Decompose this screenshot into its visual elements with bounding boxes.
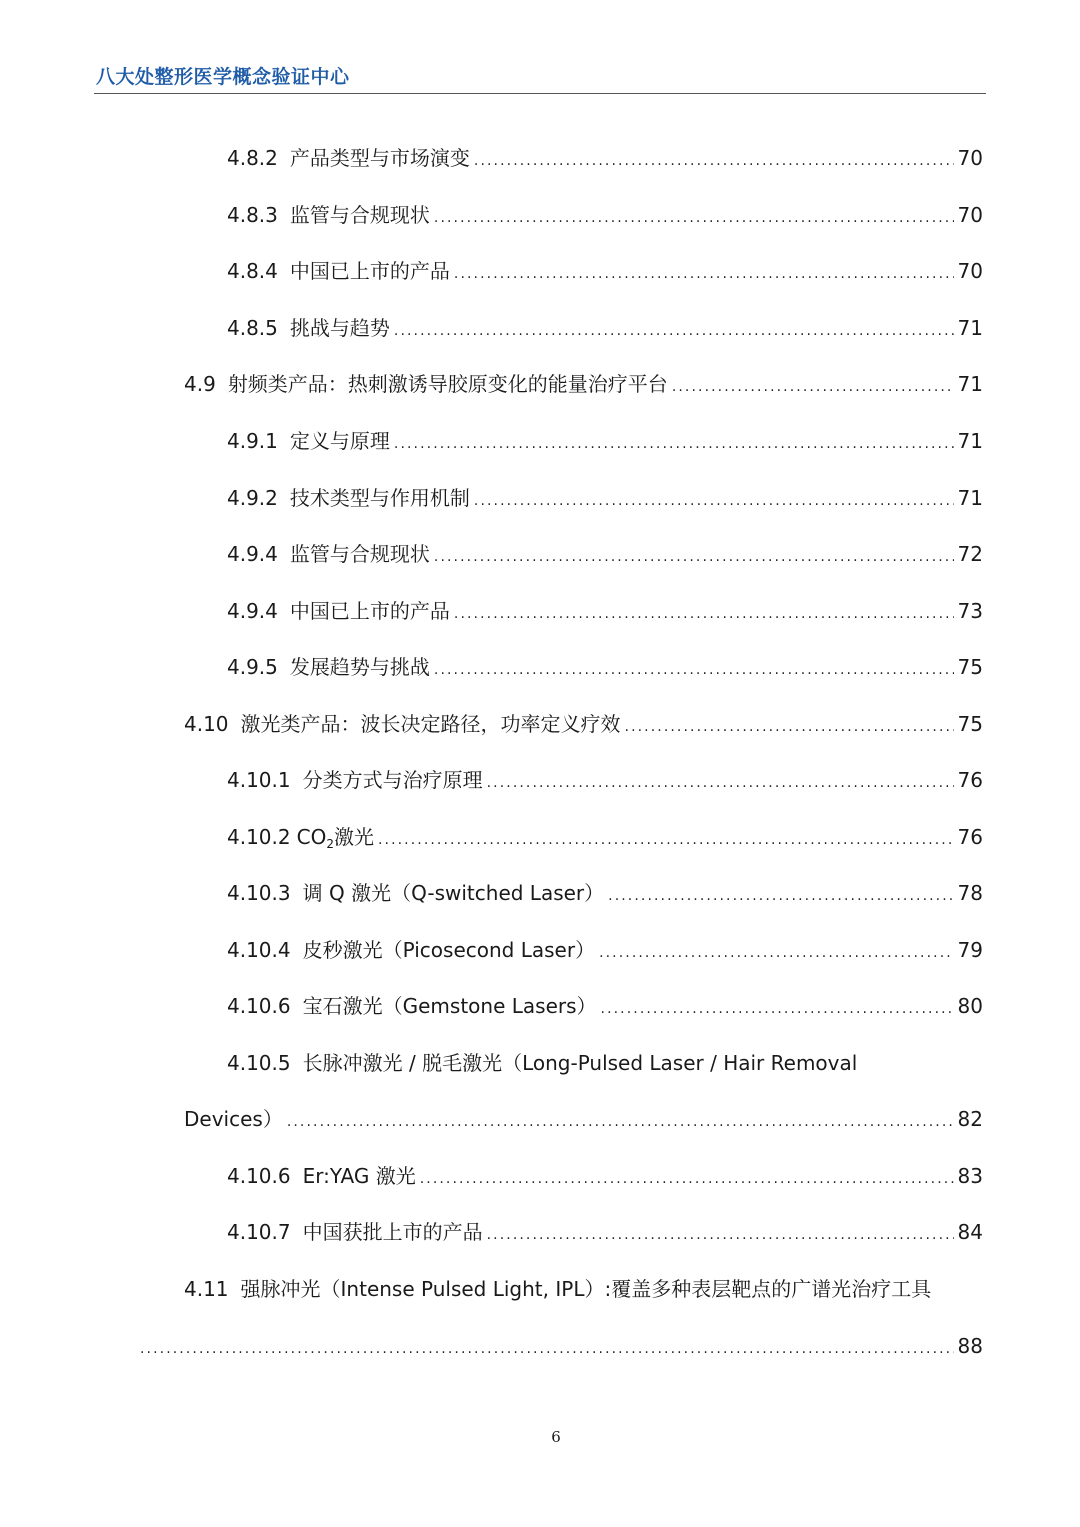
- toc-entry-wrapped-first-line[interactable]: 4.11 强脉冲光（Intense Pulsed Light, IPL）:覆盖多种表层靶点的广谱光治疗工具: [184, 1277, 932, 1301]
- toc-entry[interactable]: 4.9.4 中国已上市的产品 ..... 73: [227, 595, 983, 627]
- header-divider: [94, 93, 986, 94]
- toc-entry[interactable]: 4.10.6 宝石激光（Gemstone Lasers） ..... 80: [227, 990, 983, 1022]
- page-number: 6: [551, 1428, 561, 1446]
- toc-entry[interactable]: 4.8.2 产品类型与市场演变 ..... 70: [227, 142, 983, 174]
- running-header-title: 八大处整形医学概念验证中心: [96, 66, 350, 88]
- toc-entry[interactable]: 4.10.4 皮秒激光（Picosecond Laser） ..... 79: [227, 934, 983, 966]
- toc-entry[interactable]: 4.9.4 监管与合规现状 ..... 72: [227, 538, 983, 570]
- toc-entry[interactable]: 4.8.3 监管与合规现状 ..... 70: [227, 199, 983, 231]
- toc-entry[interactable]: 4.9.2 技术类型与作用机制 ..... 71: [227, 482, 983, 514]
- toc-entry[interactable]: 4.10.3 调 Q 激光（Q-switched Laser） ..... 78: [227, 877, 983, 909]
- toc-entry[interactable]: 4.8.4 中国已上市的产品 ..... 70: [227, 255, 983, 287]
- toc-entry[interactable]: 4.9 射频类产品：热刺激诱导胶原变化的能量治疗平台 ..... 71: [184, 368, 983, 400]
- toc-entry-wrapped-second-line[interactable]: Devices） ..... 82: [184, 1103, 983, 1135]
- toc-entry[interactable]: 4.10.1 分类方式与治疗原理 ..... 76: [227, 764, 983, 796]
- toc-entry[interactable]: 4.9.1 定义与原理 ..... 71: [227, 425, 983, 457]
- toc-entry[interactable]: 4.10.6 Er:YAG 激光 ..... 83: [227, 1160, 983, 1192]
- toc-entry-wrapped-first-line[interactable]: 4.10.5 长脉冲激光 / 脱毛激光（Long-Pulsed Laser / Hair Removal: [227, 1051, 858, 1075]
- toc-entry-wrapped-second-line[interactable]: ..... 88: [140, 1330, 983, 1362]
- toc-entry[interactable]: 4.8.5 挑战与趋势 ..... 71: [227, 312, 983, 344]
- toc-entry[interactable]: 4.10.2 $CO_2$激光 ..... 76: [227, 821, 983, 853]
- toc-entry[interactable]: 4.10.7 中国获批上市的产品 ..... 84: [227, 1216, 983, 1248]
- toc-entry[interactable]: 4.10 激光类产品：波长决定路径，功率定义疗效 ..... 75: [184, 708, 983, 740]
- toc-entry[interactable]: 4.9.5 发展趋势与挑战 ..... 75: [227, 651, 983, 683]
